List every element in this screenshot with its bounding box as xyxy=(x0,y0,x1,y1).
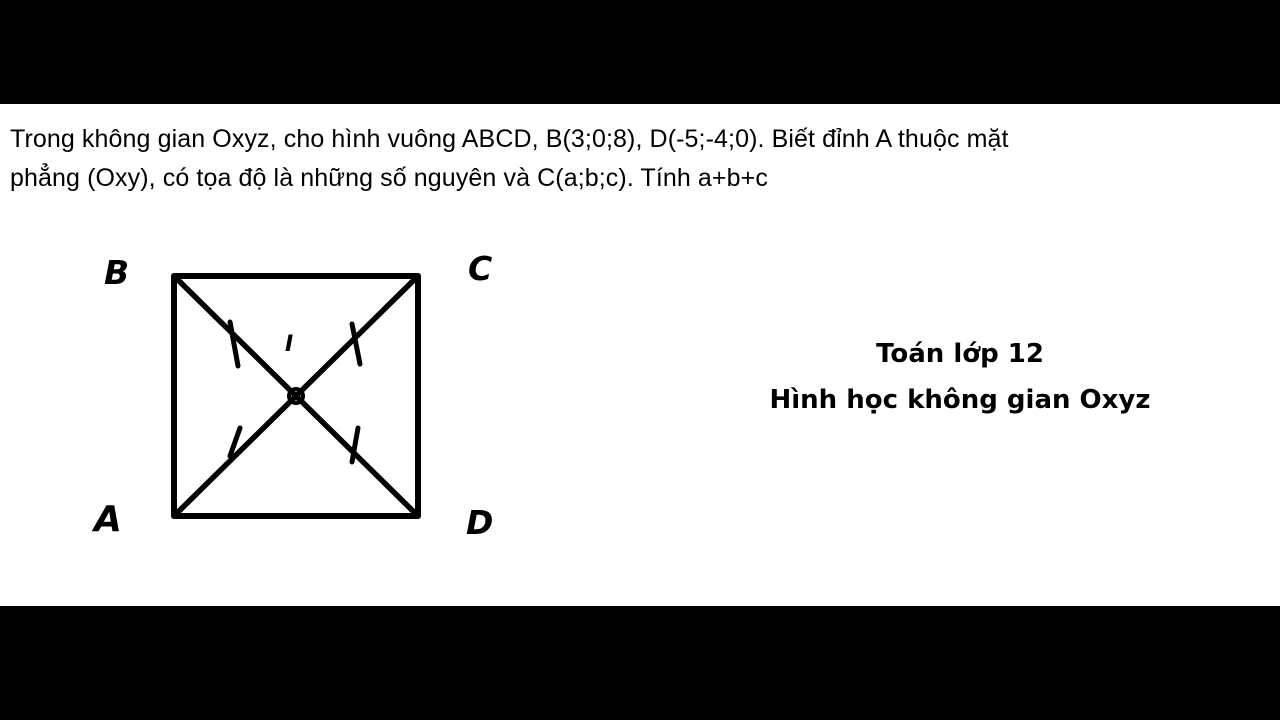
tick-mark-upper-left xyxy=(230,322,238,366)
center-label-i: I xyxy=(285,332,294,357)
vertex-label-d: D xyxy=(466,503,494,542)
caption-line-1: Toán lớp 12 xyxy=(876,339,1044,369)
vertex-label-c: C xyxy=(468,249,493,288)
vertex-label-b: B xyxy=(104,253,130,292)
tick-mark-upper-right xyxy=(352,324,360,364)
problem-line-1: Trong không gian Oxyz, cho hình vuông ABCD, B(3;0;8), D(-5;-4;0). Biết đỉnh A thuộc mặt xyxy=(10,125,1009,153)
caption-line-2: Hình học không gian Oxyz xyxy=(769,384,1151,415)
geometry-figure xyxy=(70,234,540,564)
lesson-caption xyxy=(680,332,1240,423)
vertex-label-a: A xyxy=(94,499,122,540)
problem-statement xyxy=(10,120,1260,198)
content-panel xyxy=(0,104,1280,606)
problem-line-2: phẳng (Oxy), có tọa độ là những số nguyên và C(a;b;c). Tính a+b+c xyxy=(10,163,768,192)
